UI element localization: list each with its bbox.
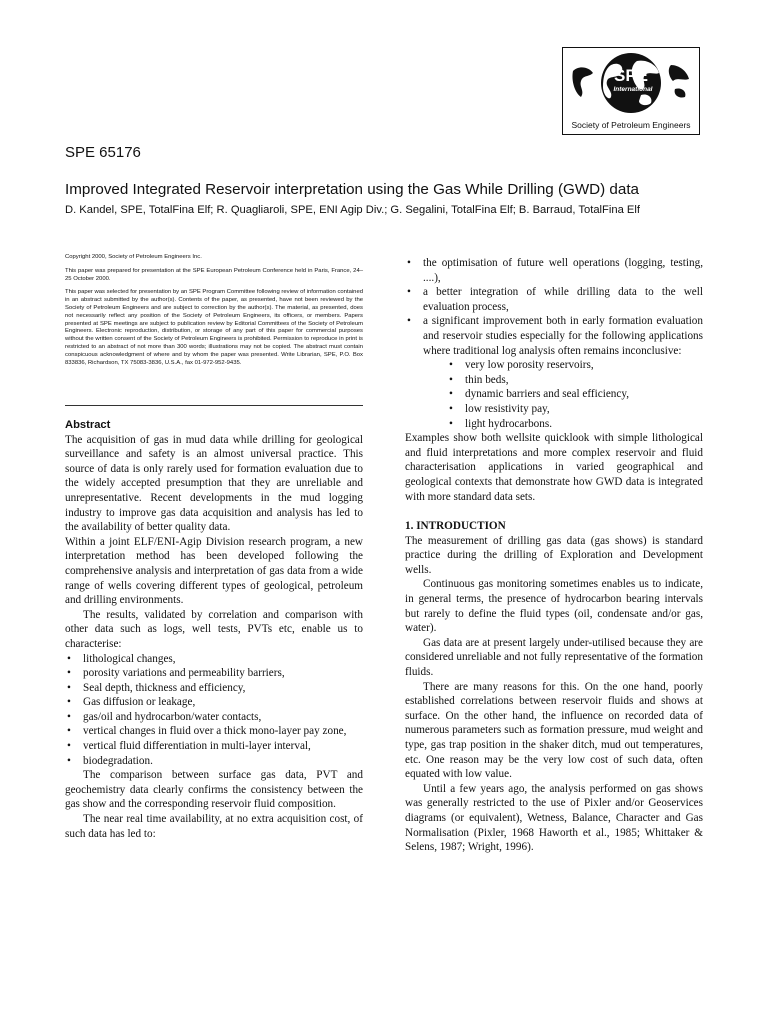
introduction-paragraph: Continuous gas monitoring sometimes enables us to indicate, in general terms, the presence of hydrocarbon bearing intervals but rarely to define the fluid types (oil, condensate and/or gas, water). [405, 578, 703, 635]
copyright-line: Copyright 2000, Society of Petroleum Engineers Inc. [65, 254, 202, 260]
list-item: • light hydrocarbons. [405, 417, 703, 432]
review-note: This paper was selected for presentation by an SPE Program Committee following review of information contained in an abstract submitted by the author(s). Contents of the paper, as presented, have not been reviewed by the Society of Petroleum Engineers and are subject to correction by the author(s). The material, as presented, does not necessarily reflect any position of the Society of Petroleum Engineers, its officers, or members. Papers presented at SPE meetings are subject to publication review by Editorial Committees of the Society of Petroleum Engineers. Electronic reproduction, distribution, or storage of any part of this paper for commercial purposes without the written consent of the Society of Petroleum Engineers is prohibited. Permission to reproduce in print is restricted to an abstract of not more than 300 words; illustrations may not be copied. The abstract must contain conspicuous acknowledgment of where and by whom the paper was presented. Write Librarian, SPE, P.O. Box 833836, Richardson, TX 75083-3836, U.S.A., fax 01-972-952-9435. [65, 289, 363, 366]
abstract-heading: Abstract [65, 419, 111, 431]
spe-logo [562, 47, 700, 135]
list-item: • lithological changes, [65, 652, 363, 667]
list-item: • very low porosity reservoirs, [405, 358, 703, 373]
paper-authors: D. Kandel, SPE, TotalFina Elf; R. Quagliaroli, SPE, ENI Agip Div.; G. Segalini, TotalFina Elf; B. Barraud, TotalFina Elf [65, 204, 640, 216]
right-column [405, 256, 703, 855]
list-item: • biodegradation. [65, 754, 363, 769]
list-item: • vertical changes in fluid over a thick mono-layer pay zone, [65, 724, 363, 739]
logo-tagline: International [613, 86, 653, 93]
introduction-heading: 1. INTRODUCTION [405, 520, 506, 533]
logo-society-name: Society of Petroleum Engineers [571, 120, 691, 130]
characterise-list [65, 652, 363, 769]
abstract-paragraph: The acquisition of gas in mud data while drilling for geological surveillance and safety is an almost universal practice. This source of data is only rarely used for formation evaluation due to the widely accepted presumption that they are unreliable and unrepresentative. Recent developments in the mud logging industry to improve gas data acquisition and analysis has led to the availability of better quality data. [65, 433, 363, 534]
list-item: • porosity variations and permeability barriers, [65, 666, 363, 681]
globe-logo-icon [567, 51, 695, 115]
list-item: • the optimisation of future well operations (logging, testing, ....), [405, 256, 703, 285]
divider [65, 405, 363, 406]
introduction-paragraph: There are many reasons for this. On the one hand, poorly established correlations between reservoir fluids and shows at surface. On the other hand, the influence on recorded data of numerous parameters such as formation pressure, mud weight and type, gas trap position in the shaker ditch, mud out temperatures, etc. One reason may be the very low cost of such data, often equated with low value. [405, 680, 703, 781]
abstract-paragraph: The comparison between surface gas data, PVT and geochemistry data clearly confirms the consistency between the gas show and the corresponding reservoir fluid composition. [65, 769, 363, 811]
list-item: • a significant improvement both in early formation evaluation and reservoir studies especially for the following applications where traditional log analysis often remains inconclusive: [405, 314, 703, 358]
paper-title: Improved Integrated Reservoir interpretation using the Gas While Drilling (GWD) data [65, 181, 639, 198]
logo-acronym: SPE [613, 66, 649, 85]
list-item: • thin beds, [405, 373, 703, 388]
abstract-paragraph: The near real time availability, at no extra acquisition cost, of such data has led to: [65, 813, 363, 840]
list-item: • vertical fluid differentiation in multi-layer interval, [65, 739, 363, 754]
list-item: • a better integration of while drilling data to the well evaluation process, [405, 285, 703, 314]
applications-list [405, 358, 703, 431]
copyright-notice [65, 254, 363, 373]
list-item: • Seal depth, thickness and efficiency, [65, 681, 363, 696]
introduction-paragraph: Gas data are at present largely under-utilised because they are considered unreliable and not fully representative of the formation fluids. [405, 636, 703, 679]
paper-number: SPE 65176 [65, 144, 141, 161]
introduction-paragraph: Until a few years ago, the analysis performed on gas shows was generally restricted to the use of Pixler and/or Geoservices diagrams (or equivalent), Wetness, Balance, Character and Gas Normalisation (Pixler, 1968 Haworth et al., 1985; Whittaker & Selens, 1987; Wright, 1996). [405, 782, 703, 854]
list-item: • Gas diffusion or leakage, [65, 695, 363, 710]
presentation-note: This paper was prepared for presentation at the SPE European Petroleum Conference held in Paris, France, 24–25 October 2000. [65, 267, 363, 282]
list-item: • dynamic barriers and seal efficiency, [405, 387, 703, 402]
benefits-list [405, 256, 703, 358]
introduction-paragraph: The measurement of drilling gas data (gas shows) is standard practice during the drilling of Exploration and Development wells. [405, 534, 703, 576]
abstract-paragraph: The results, validated by correlation and comparison with other data such as logs, well tests, PVTs etc, enable us to characterise: [65, 608, 363, 650]
abstract-paragraph: Examples show both wellsite quicklook with simple lithological and fluid interpretations and more complex reservoir and fluid characterisation applications in varied geographical and geological contexts that demonstrate how GWD data is integrated with more standard data sets. [405, 432, 703, 503]
list-item: • low resistivity pay, [405, 402, 703, 417]
left-column [65, 418, 363, 841]
list-item: • gas/oil and hydrocarbon/water contacts, [65, 710, 363, 725]
abstract-paragraph: Within a joint ELF/ENI-Agip Division research program, a new interpretation method has been developed following the comprehensive analysis and interpretation of gas data from a wide range of wells covering different types of geological, petroleum and drilling environments. [65, 535, 363, 607]
